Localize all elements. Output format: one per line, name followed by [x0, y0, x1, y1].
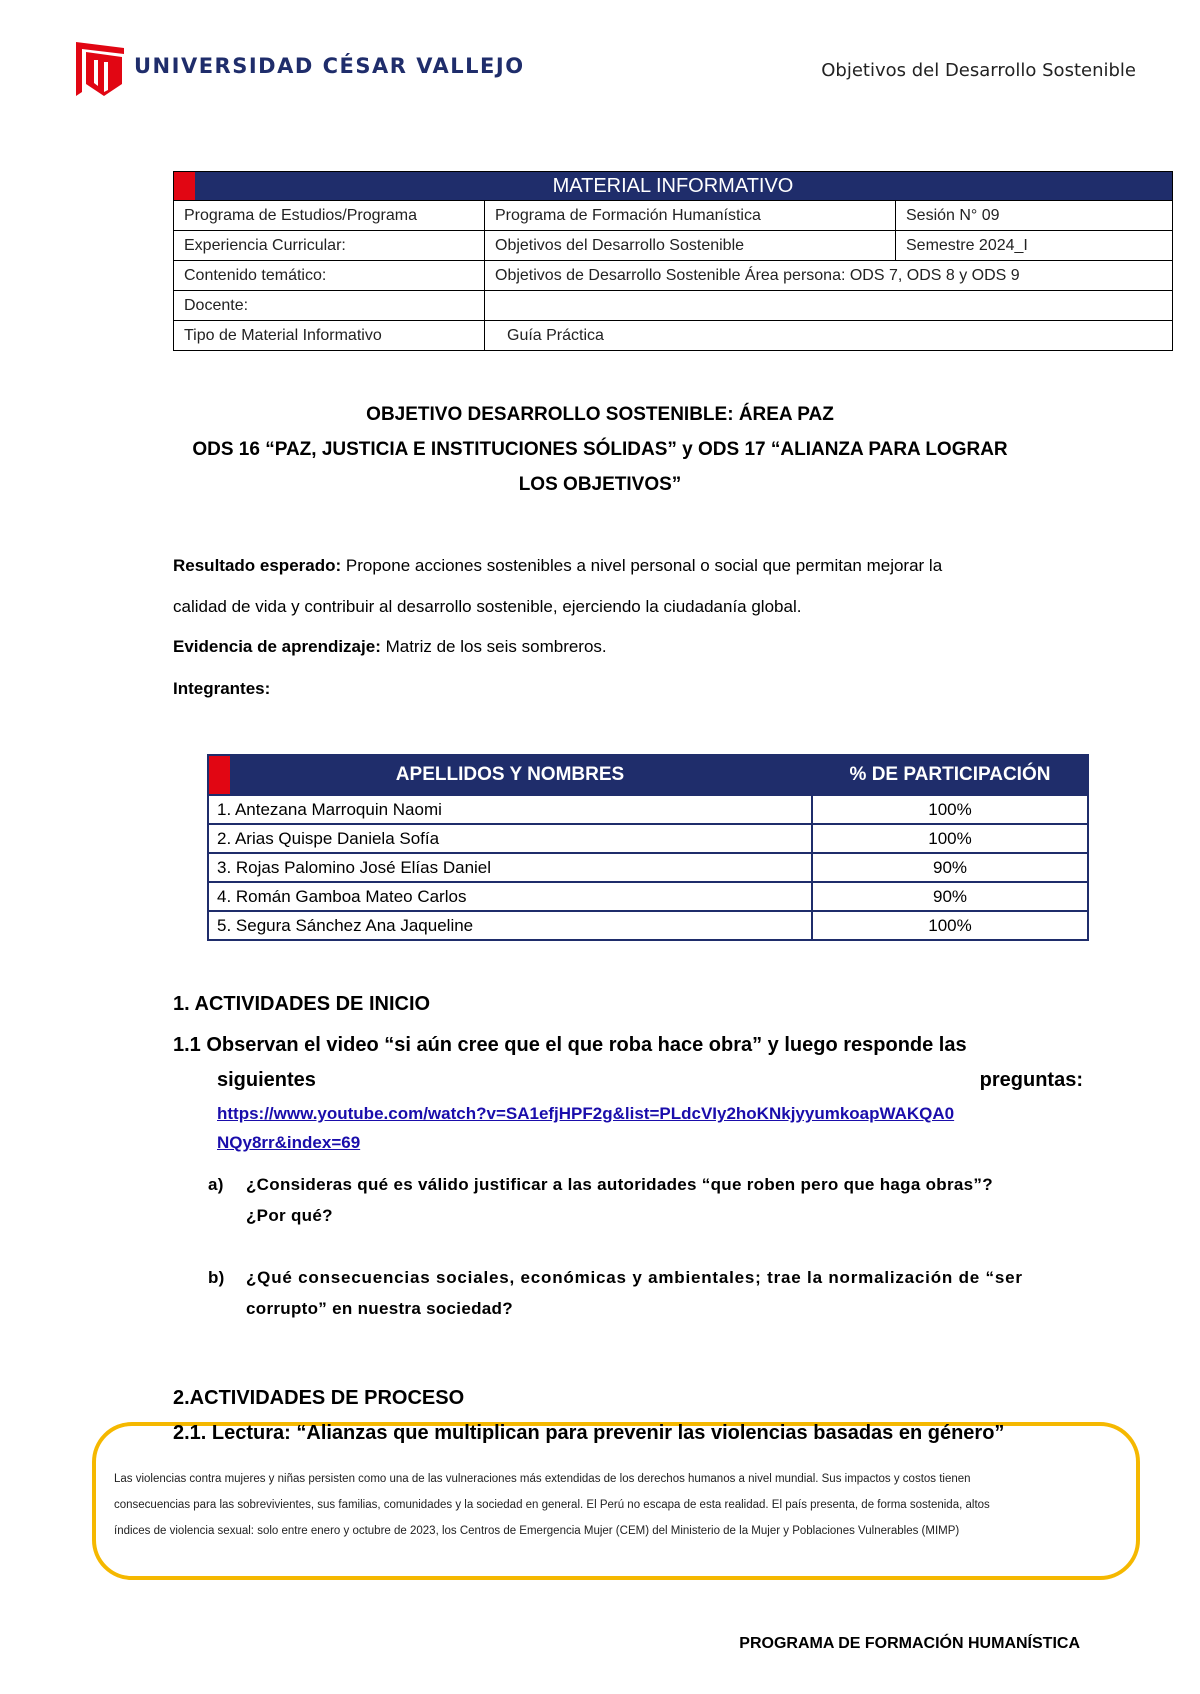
question-b: ¿Qué consecuencias sociales, económicas y ambientales; trae la normalización de “ser: [246, 1268, 1023, 1287]
participants-header-name: APELLIDOS Y NOMBRES: [209, 756, 811, 794]
question-b-marker: b): [208, 1268, 225, 1287]
university-shield-icon: [74, 40, 126, 96]
info-row: [174, 231, 1173, 261]
info-row: [174, 201, 1173, 231]
reading-title: 2.1. Lectura: “Alianzas que multiplican para prevenir las violencias basadas en género”: [173, 1422, 1005, 1444]
footer-program: PROGRAMA DE FORMACIÓN HUMANÍSTICA: [739, 1635, 1080, 1652]
participant-pct: 90%: [813, 883, 1087, 910]
info-value: [485, 291, 1173, 321]
info-label: Docente:: [174, 291, 485, 321]
reading-line: índices de violencia sexual: solo entre enero y octubre de 2023, los Centros de Emergencia Mujer (CEM) del Ministerio de la Mujer y Poblaciones Vulnerables (MIMP): [114, 1525, 960, 1537]
expected-result-cont: calidad de vida y contribuir al desarrollo sostenible, ejerciendo la ciudadanía global.: [173, 597, 802, 616]
evidence-text: Matriz de los seis sombreros.: [380, 637, 607, 656]
info-row: [174, 261, 1173, 291]
question-a-cont: ¿Por qué?: [246, 1206, 333, 1225]
participant-pct: 90%: [813, 854, 1087, 881]
info-value: Objetivos del Desarrollo Sostenible: [485, 231, 896, 261]
participants-header-pct: % DE PARTICIPACIÓN: [813, 756, 1087, 794]
header-course-title: Objetivos del Desarrollo Sostenible: [821, 60, 1136, 81]
evidence-label: Evidencia de aprendizaje:: [173, 637, 381, 656]
section1-title: 1. ACTIVIDADES DE INICIO: [173, 993, 431, 1015]
info-table: [173, 171, 1173, 351]
participant-pct: 100%: [813, 825, 1087, 852]
table-row: [209, 854, 1087, 881]
expected-result: [173, 556, 1083, 576]
table-row: [209, 883, 1087, 910]
participants-table: [207, 754, 1089, 941]
info-label: Tipo de Material Informativo: [174, 321, 485, 351]
info-value: Programa de Formación Humanística: [485, 201, 896, 231]
university-name: UNIVERSIDAD CÉSAR VALLEJO: [134, 54, 525, 78]
table-row: [209, 912, 1087, 939]
members-label: Integrantes:: [173, 679, 271, 698]
question-1-1-cont: siguientes preguntas:: [217, 1069, 1083, 1091]
info-value: Objetivos de Desarrollo Sostenible Área persona: ODS 7, ODS 8 y ODS 9: [485, 261, 1173, 291]
question-a-marker: a): [208, 1175, 224, 1194]
participant-name: 3. Rojas Palomino José Elías Daniel: [209, 854, 811, 881]
info-row: [174, 291, 1173, 321]
participant-name: 4. Román Gamboa Mateo Carlos: [209, 883, 811, 910]
doc-title-line1: OBJETIVO DESARROLLO SOSTENIBLE: ÁREA PAZ: [366, 404, 834, 425]
participant-name: 2. Arias Quispe Daniela Sofía: [209, 825, 811, 852]
reading-line: consecuencias para las sobrevivientes, sus familias, comunidades y la sociedad en general. El Perú no escapa de esta realidad. El país presenta, de forma sostenida, altos: [114, 1499, 990, 1511]
doc-title-line3: LOS OBJETIVOS”: [518, 474, 682, 495]
reading-line: Las violencias contra mujeres y niñas persisten como una de las vulneraciones más extendidas de los derechos humanos a nivel mundial. Sus impactos y costos tienen: [114, 1473, 971, 1485]
info-label: Contenido temático:: [174, 261, 485, 291]
evidence: [173, 637, 1083, 657]
question-b-cont: corrupto” en nuestra sociedad?: [246, 1299, 513, 1318]
participant-name: 5. Segura Sánchez Ana Jaqueline: [209, 912, 811, 939]
info-label: Experiencia Curricular:: [174, 231, 485, 261]
table-row: [209, 796, 1087, 823]
question-a: ¿Consideras qué es válido justificar a las autoridades “que roben pero que haga obras”?: [246, 1175, 993, 1194]
participant-pct: 100%: [813, 796, 1087, 823]
expected-result-text: Propone acciones sostenibles a nivel personal o social que permitan mejorar la: [341, 556, 943, 575]
expected-result-label: Resultado esperado:: [173, 556, 342, 575]
university-logo: [74, 40, 525, 96]
table-row: [209, 825, 1087, 852]
info-value: Guía Práctica: [485, 321, 1173, 351]
video-link[interactable]: https://www.youtube.com/watch?v=SA1efjHPF2g&list=PLdcVIy2hoKNkjyyumkoapWAKQA0: [217, 1104, 955, 1123]
question-1-1: 1.1 Observan el video “si aún cree que el que roba hace obra” y luego responde las: [173, 1034, 967, 1056]
red-marker: [174, 172, 195, 200]
red-marker: [209, 756, 230, 794]
video-link-cont[interactable]: NQy8rr&index=69: [217, 1133, 361, 1152]
participant-pct: 100%: [813, 912, 1087, 939]
info-table-title: MATERIAL INFORMATIVO: [174, 172, 1173, 201]
participant-name: 1. Antezana Marroquin Naomi: [209, 796, 811, 823]
info-label: Programa de Estudios/Programa: [174, 201, 485, 231]
info-row: [174, 321, 1173, 351]
doc-title-line2: ODS 16 “PAZ, JUSTICIA E INSTITUCIONES SÓLIDAS” y ODS 17 “ALIANZA PARA LOGRAR: [192, 439, 1008, 460]
info-semester: Semestre 2024_I: [896, 231, 1173, 261]
section2-title: 2.ACTIVIDADES DE PROCESO: [173, 1387, 465, 1409]
info-session: Sesión N° 09: [896, 201, 1173, 231]
